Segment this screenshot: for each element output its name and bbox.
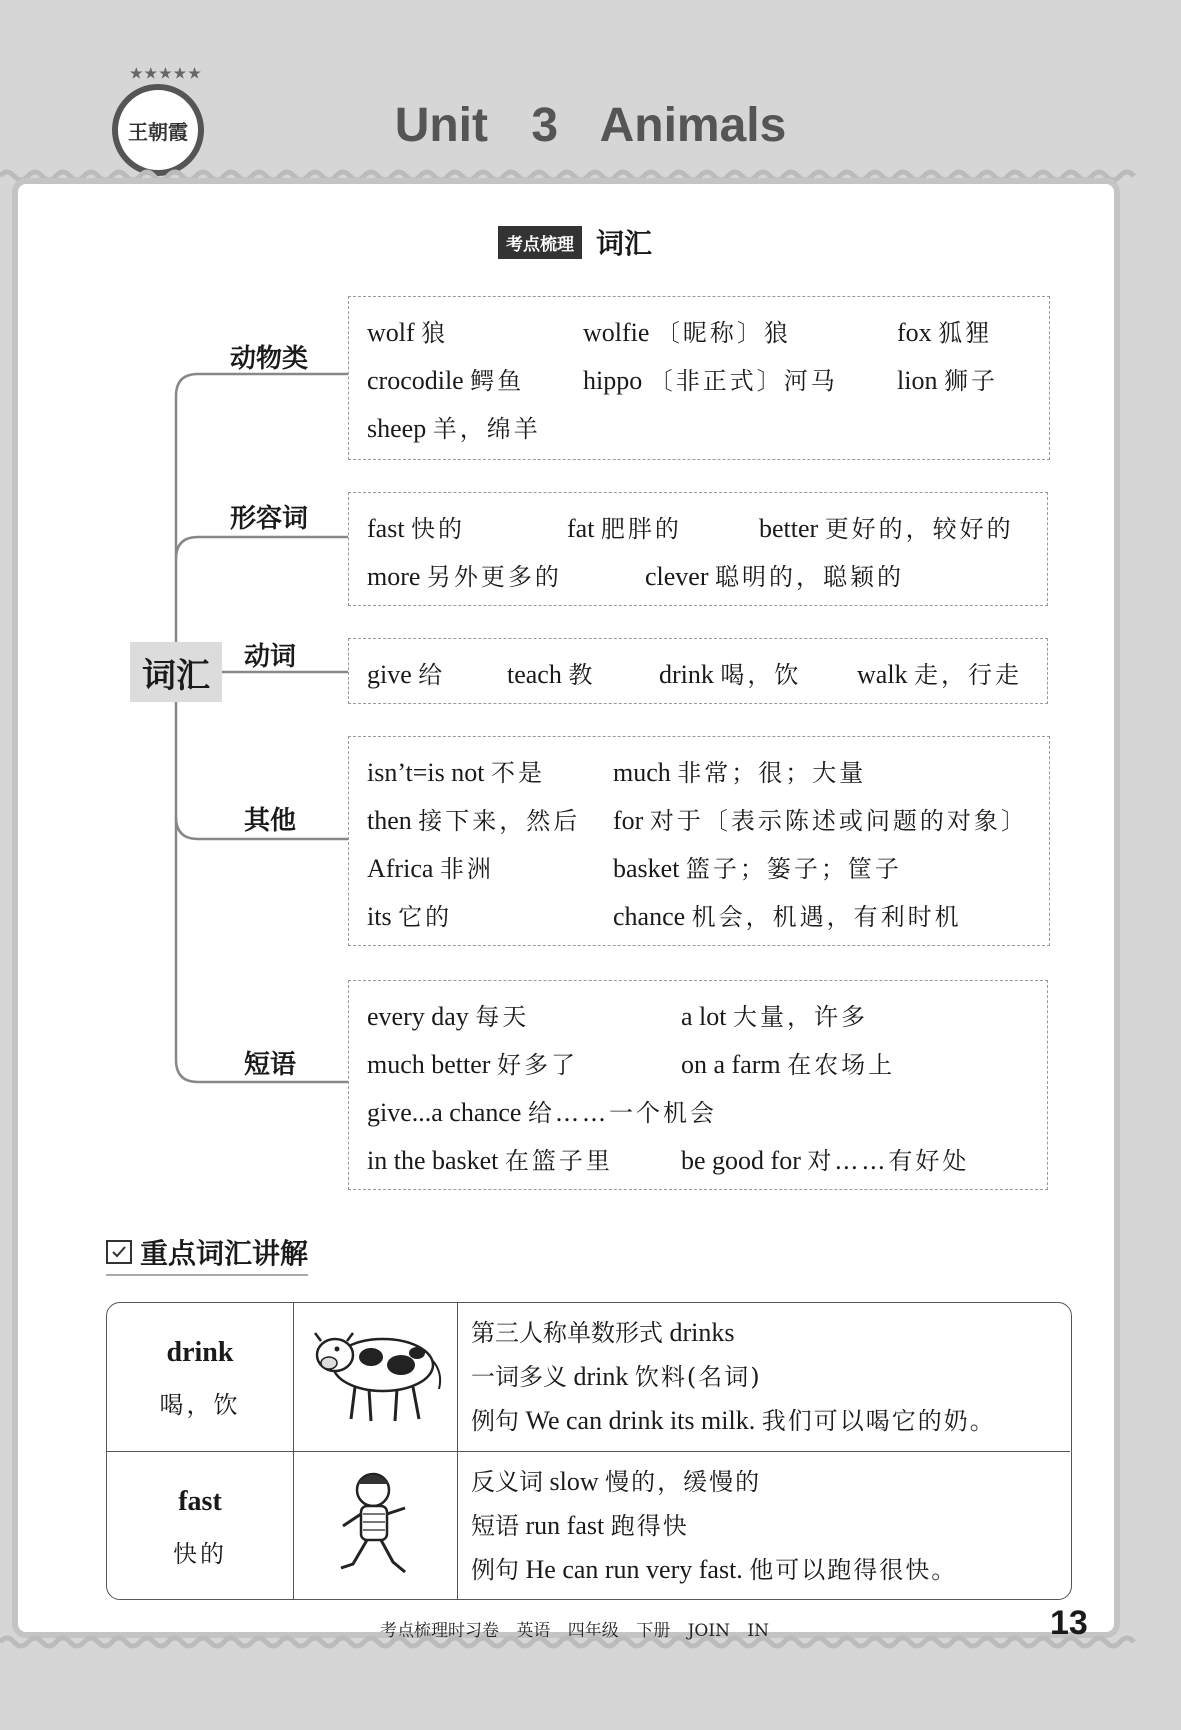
branch-label-animals: 动物类: [230, 344, 309, 374]
running-boy-illustration: [293, 1452, 457, 1600]
vocab-item: fat 肥胖的: [567, 514, 682, 543]
info-line: 短语 run fast 跑得快: [471, 1511, 689, 1540]
vocab-item: Africa 非洲: [367, 854, 494, 883]
picture-cell: [293, 1303, 458, 1451]
info-cell: [459, 1452, 1067, 1600]
vocab-item: much better 好多了: [367, 1050, 578, 1079]
mindmap-root: 词汇: [130, 642, 222, 702]
vocab-item: a lot 大量，许多: [681, 1002, 868, 1031]
vocab-item: better 更好的，较好的: [759, 514, 1014, 543]
section-heading: [498, 222, 652, 262]
key-vocab-table: [106, 1302, 1072, 1600]
headword-meaning: 喝，饮: [159, 1391, 241, 1419]
info-line: 一词多义 drink 饮料(名词): [471, 1362, 762, 1391]
vocab-item: wolfie 〔昵称〕狼: [583, 318, 791, 347]
wave-border-bottom: [0, 1632, 1181, 1652]
vocab-item: be good for 对……有好处: [681, 1146, 970, 1175]
vocab-item: fast 快的: [367, 514, 466, 543]
vocab-item: isn’t=is not 不是: [367, 758, 545, 787]
headword: drink: [166, 1337, 234, 1368]
key-vocab-title: 重点词汇讲解: [140, 1237, 309, 1270]
vocab-item: chance 机会，机遇，有利时机: [613, 902, 962, 931]
word-cell: [107, 1452, 294, 1600]
headword: fast: [178, 1486, 222, 1517]
table-row: [107, 1303, 1070, 1451]
cow-illustration: [293, 1303, 457, 1451]
vocab-item: walk 走，行走: [857, 660, 1023, 689]
section-title: 词汇: [596, 227, 653, 260]
headword-meaning: 快的: [173, 1540, 227, 1568]
branch-label-phrases: 短语: [244, 1050, 297, 1080]
page-number: 13: [1050, 1604, 1088, 1642]
vocab-item: on a farm 在农场上: [681, 1050, 896, 1079]
vocab-item: give...a chance 给……一个机会: [367, 1098, 717, 1127]
logo-stars: ★★★★★: [130, 66, 203, 82]
table-row: [107, 1451, 1070, 1600]
info-line: 第三人称单数形式 drinks: [471, 1318, 735, 1347]
vocab-item: lion 狮子: [897, 366, 998, 395]
key-vocab-heading: [106, 1232, 308, 1276]
vocab-item: every day 每天: [367, 1002, 530, 1031]
branch-label-verbs: 动词: [244, 642, 297, 672]
vocab-item: drink 喝，饮: [659, 660, 802, 689]
vocab-item: then 接下来，然后: [367, 806, 581, 835]
vocab-box-verbs: [348, 638, 1048, 704]
vocab-item: for 对于〔表示陈述或问题的对象〕: [613, 806, 1028, 835]
vocab-item: its 它的: [367, 902, 453, 931]
vocab-item: in the basket 在篮子里: [367, 1146, 613, 1175]
picture-cell: [293, 1452, 458, 1600]
vocab-item: clever 聪明的，聪颖的: [645, 562, 905, 591]
branch-label-others: 其他: [244, 806, 297, 836]
info-line: 例句 He can run very fast. 他可以跑得很快。: [471, 1555, 958, 1584]
unit-title: Unit 3 Animals: [394, 99, 787, 152]
vocab-item: fox 狐狸: [897, 318, 993, 347]
vocab-item: crocodile 鳄鱼: [367, 366, 525, 395]
vocab-box-phrases: [348, 980, 1048, 1190]
vocab-item: sheep 羊，绵羊: [367, 414, 541, 443]
vocab-item: basket 篮子；篓子；筐子: [613, 854, 902, 883]
vocab-box-adjectives: [348, 492, 1048, 606]
info-cell: [459, 1303, 1067, 1451]
branch-label-adjectives: 形容词: [230, 504, 309, 534]
vocab-item: more 另外更多的: [367, 562, 562, 591]
section-badge: 考点梳理: [498, 226, 582, 259]
vocab-item: give 给: [367, 660, 446, 689]
word-cell: [107, 1303, 294, 1451]
vocab-item: much 非常；很；大量: [613, 758, 867, 787]
info-line: 反义词 slow 慢的，缓慢的: [471, 1467, 762, 1496]
info-line: 例句 We can drink its milk. 我们可以喝它的奶。: [471, 1406, 996, 1435]
vocab-item: wolf 狼: [367, 318, 449, 347]
footer-text: 考点梳理时习卷 英语 四年级 下册 JOIN IN: [380, 1621, 769, 1641]
logo-text: 王朝霞: [128, 119, 188, 144]
calendar-check-icon: [106, 1240, 132, 1264]
vocab-item: teach 教: [507, 660, 596, 689]
vocab-box-others: [348, 736, 1050, 946]
vocab-item: hippo 〔非正式〕河马: [583, 366, 838, 395]
vocab-box-animals: [348, 296, 1050, 460]
